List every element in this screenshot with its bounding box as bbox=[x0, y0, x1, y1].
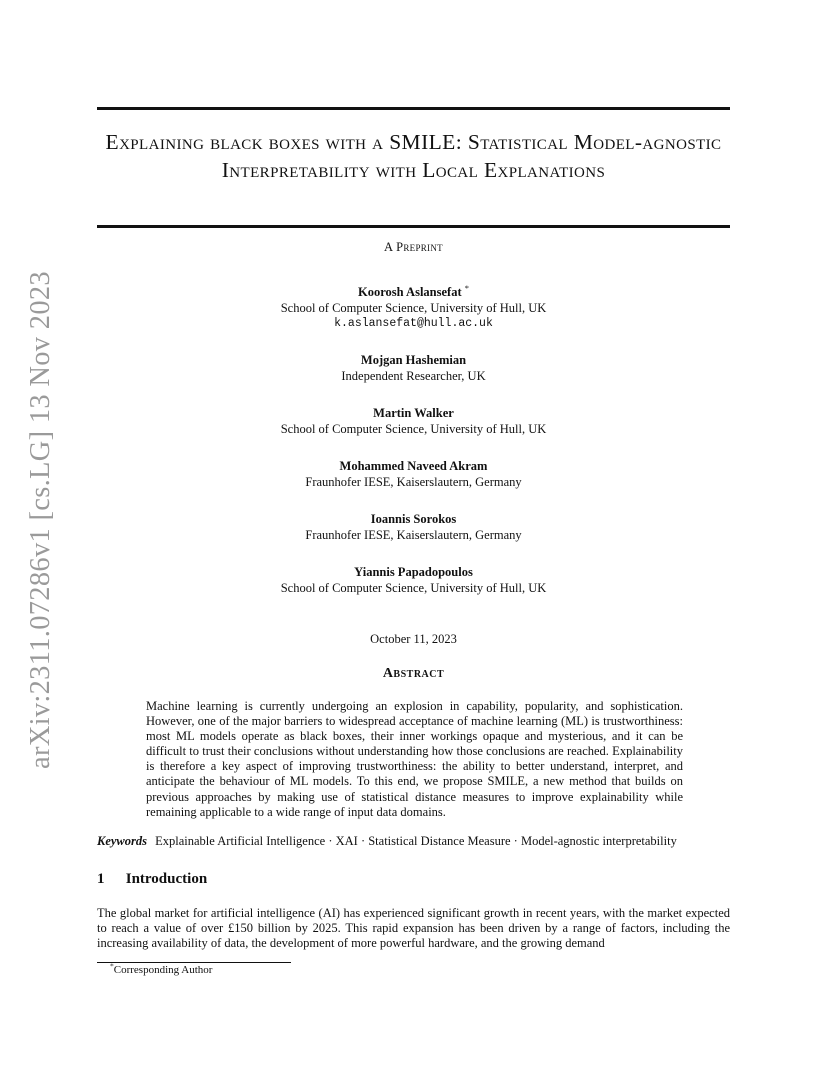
author-block bbox=[97, 511, 730, 543]
author-affiliation: Independent Researcher, UK bbox=[341, 369, 486, 383]
paper-title: Explaining black boxes with a SMILE: Statistical Model-agnostic Interpretability with Local Explanations bbox=[105, 130, 722, 182]
section-number: 1 bbox=[97, 871, 105, 887]
author-affiliation: Fraunhofer IESE, Kaiserslautern, Germany bbox=[305, 475, 522, 489]
corresponding-author-mark: * bbox=[464, 282, 469, 293]
author-name: Mohammed Naveed Akram bbox=[339, 459, 488, 473]
author-affiliation: School of Computer Science, University of Hull, UK bbox=[280, 581, 547, 595]
author-name: Martin Walker bbox=[373, 406, 454, 420]
footnote bbox=[110, 961, 213, 976]
footnote-text: Corresponding Author bbox=[113, 964, 213, 976]
keywords-list: Explainable Artificial Intelligence · XAI · Statistical Distance Measure · Model-agnostic interpretability bbox=[155, 834, 677, 848]
footnote-rule bbox=[97, 962, 291, 963]
abstract-heading: Abstract bbox=[382, 666, 445, 681]
section-title: Introduction bbox=[125, 871, 208, 887]
publication-date: October 11, 2023 bbox=[370, 632, 457, 646]
author-affiliation: School of Computer Science, University of Hull, UK bbox=[280, 301, 547, 315]
keywords-line bbox=[97, 834, 730, 849]
preprint-label: A Preprint bbox=[384, 240, 443, 254]
author-name: Koorosh Aslansefat bbox=[358, 285, 462, 299]
author-affiliation: Fraunhofer IESE, Kaiserslautern, Germany bbox=[305, 528, 522, 542]
section-heading bbox=[97, 871, 207, 888]
author-block bbox=[97, 352, 730, 384]
introduction-text: The global market for artificial intelligence (AI) has experienced significant growth in recent years, with the market expected to reach a value of over £150 billion by 2025. This rapid expansion has been driven by a range of factors, including the increasing availability of data, the development of more powerful hardware, and the growing demand bbox=[97, 906, 730, 951]
footnote-marker: * bbox=[110, 961, 114, 971]
keywords-label: Keywords bbox=[97, 834, 147, 848]
author-name: Mojgan Hashemian bbox=[360, 353, 467, 367]
author-name: Yiannis Papadopoulos bbox=[354, 565, 473, 579]
abstract-text: Machine learning is currently undergoing an explosion in capability, popularity, and sophistication. However, one of the major barriers to widespread acceptance of machine learning (ML) is trustworthiness: most ML models operate as black boxes, their inner workings opaque and mysterious, and it can be difficult to trust their conclusions without understanding how those conclusions are reached. Explainability is therefore a key aspect of improving trustworthiness: the ability to better understand, interpret, and anticipate the behaviour of ML models. To this end, we propose SMILE, a new method that builds on previous approaches by making use of statistical distance measures to improve explainability while remaining applicable to a wide range of input data domains. bbox=[146, 699, 683, 819]
author-email: k.aslansefat@hull.ac.uk bbox=[334, 317, 493, 330]
title-bottom-rule bbox=[97, 225, 730, 228]
author-affiliation: School of Computer Science, University of Hull, UK bbox=[280, 422, 547, 436]
title-top-rule bbox=[97, 107, 730, 110]
author-block bbox=[97, 284, 730, 332]
author-block bbox=[97, 458, 730, 490]
author-block bbox=[97, 405, 730, 437]
arxiv-identifier: arXiv:2311.07286v1 [cs.LG] 13 Nov 2023 bbox=[25, 271, 56, 769]
author-block bbox=[97, 564, 730, 596]
author-name: Ioannis Sorokos bbox=[370, 512, 457, 526]
